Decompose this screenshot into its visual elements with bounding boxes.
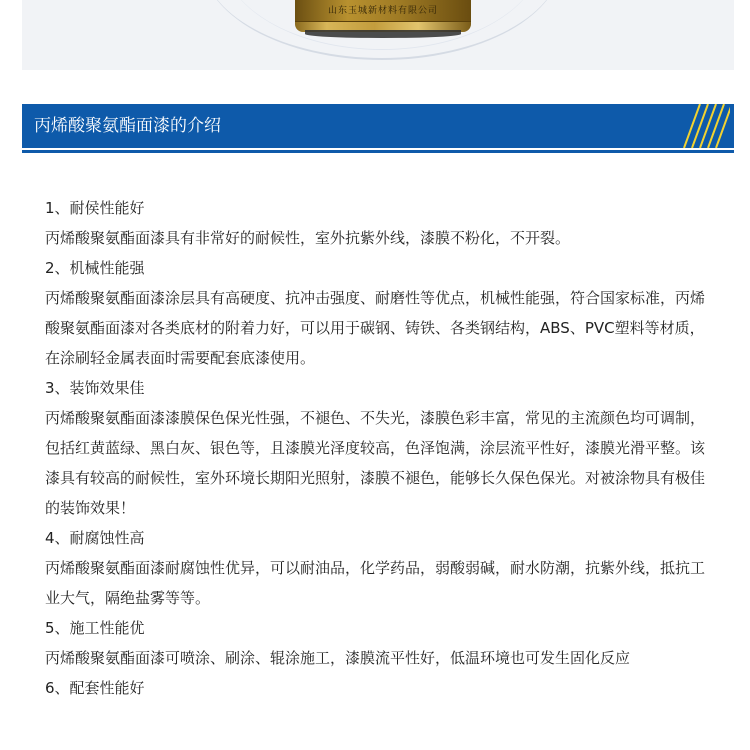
item-body: 丙烯酸聚氨酯面漆可喷涂、刷涂、辊涂施工，漆膜流平性好，低温环境也可发生固化反应 (45, 649, 631, 667)
diagonal-stripes-decoration (670, 104, 730, 148)
item-body: 丙烯酸聚氨酯面漆漆膜保色保光性强，不褪色、不失光，漆膜色彩丰富，常见的主流颜色均可调制，包括红黄蓝绿、黑白灰、银色等，且漆膜光泽度较高，色泽饱满，涂层流平性好，漆膜光滑平整。该漆具有较高的耐候性，室外环境长期阳光照射，漆膜不褪色，能够长久保色保光。对被涂物具有极佳的装饰效果！ (45, 409, 706, 517)
item-body: 丙烯酸聚氨酯面漆具有非常好的耐候性，室外抗紫外线，漆膜不粉化，不开裂。 (45, 229, 571, 247)
list-item (45, 523, 717, 613)
item-body: 丙烯酸聚氨酯面漆涂层具有高硬度、抗冲击强度、耐磨性等优点，机械性能强，符合国家标准，丙烯酸聚氨酯面漆对各类底材的附着力好，可以用于碳钢、铸铁、各类钢结构，ABS、PVC塑料等材质，在涂刷轻金属表面时需要配套底漆使用。 (45, 289, 706, 367)
list-item (45, 613, 717, 673)
feature-list (45, 193, 717, 703)
list-item (45, 193, 717, 253)
item-heading: 6、配套性能好 (45, 679, 145, 697)
paint-can-label: 山东玉城新材料有限公司 (295, 0, 471, 22)
item-heading: 2、机械性能强 (45, 259, 145, 277)
item-body: 丙烯酸聚氨酯面漆耐腐蚀性优异，可以耐油品，化学药品，弱酸弱碱，耐水防潮，抗紫外线，抵抗工业大气，隔绝盐雾等等。 (45, 559, 706, 607)
item-heading: 1、耐侯性能好 (45, 199, 145, 217)
item-heading: 5、施工性能优 (45, 619, 145, 637)
item-heading: 4、耐腐蚀性高 (45, 529, 145, 547)
list-item (45, 673, 717, 703)
product-image (22, 0, 734, 70)
section-title: 丙烯酸聚氨酯面漆的介绍 (34, 116, 221, 136)
section-divider (22, 150, 734, 153)
paint-can (295, 0, 471, 32)
section-header (22, 104, 734, 148)
list-item (45, 373, 717, 523)
item-heading: 3、装饰效果佳 (45, 379, 145, 397)
paint-can-base (305, 30, 461, 38)
list-item (45, 253, 717, 373)
